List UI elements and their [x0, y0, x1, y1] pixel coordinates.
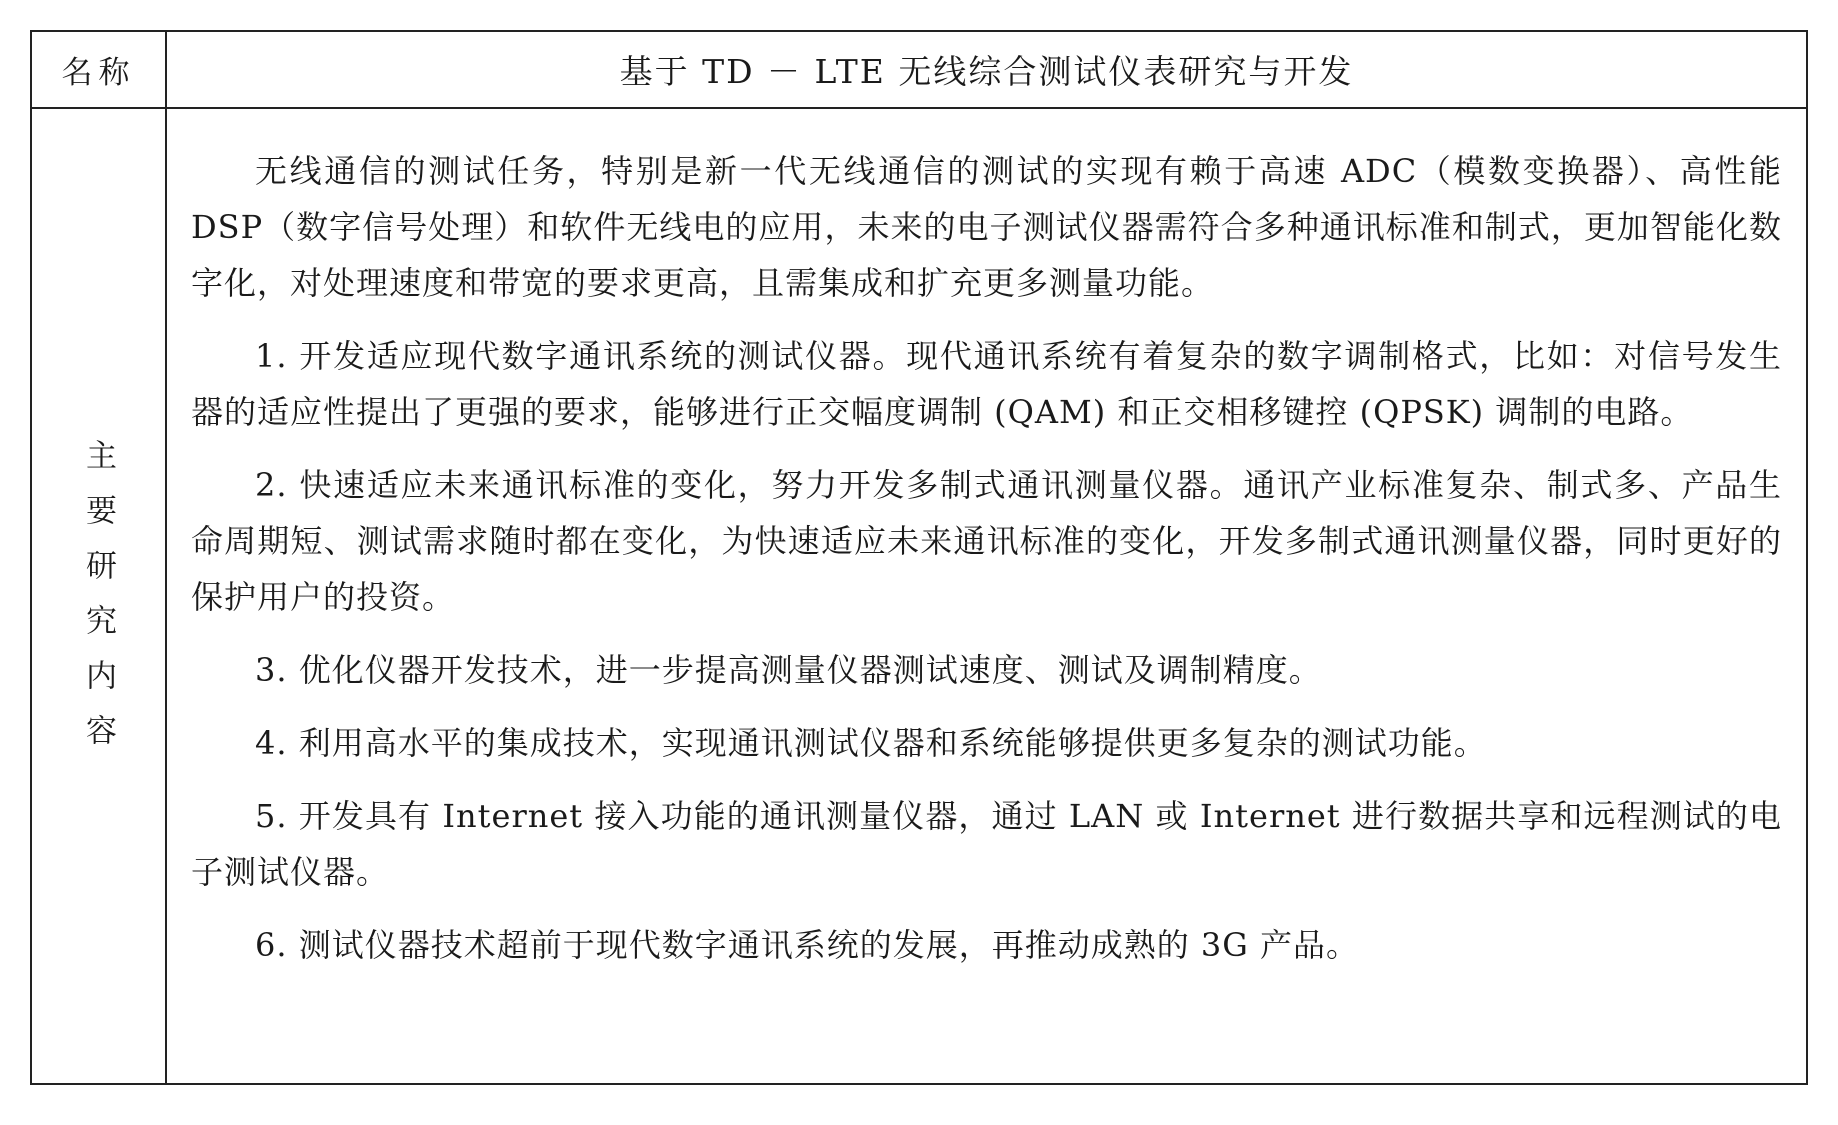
project-title: 基于 TD － LTE 无线综合测试仪表研究与开发 [619, 52, 1354, 91]
intro-paragraph: 无线通信的测试任务，特别是新一代无线通信的测试的实现有赖于高速 ADC（模数变换器）、高性能 DSP（数字信号处理）和软件无线电的应用，未来的电子测试仪器需符合多种通讯标准和制式，更加智能化数字化，对处理速度和带宽的要求更高，且需集成和扩充更多测量功能。 [191, 152, 1782, 302]
item-paragraph-3: 3. 优化仪器开发技术，进一步提高测量仪器测试速度、测试及调制精度。 [255, 651, 1322, 689]
content-label-cell [32, 109, 167, 1083]
name-label: 名称 [61, 55, 136, 91]
item-paragraph-6: 6. 测试仪器技术超前于现代数字通讯系统的发展，再推动成熟的 3G 产品。 [255, 926, 1359, 964]
content-label: 主要研究内容 [80, 439, 116, 769]
table-header-row [32, 32, 1806, 109]
research-table [30, 30, 1808, 1085]
content-cell [167, 109, 1806, 1083]
table-content-row [32, 109, 1806, 1083]
project-title-cell [167, 32, 1806, 107]
item-paragraph-2: 2. 快速适应未来通讯标准的变化，努力开发多制式通讯测量仪器。通讯产业标准复杂、制式多、产品生命周期短、测试需求随时都在变化，为快速适应未来通讯标准的变化，开发多制式通讯测量仪器，同时更好的保护用户的投资。 [191, 466, 1782, 616]
item-paragraph-1: 1. 开发适应现代数字通讯系统的测试仪器。现代通讯系统有着复杂的数字调制格式，比如：对信号发生器的适应性提出了更强的要求，能够进行正交幅度调制 (QAM) 和正交相移键控 (QPSK) 调制的电路。 [191, 337, 1782, 431]
content-body [167, 109, 1806, 973]
item-paragraph-5: 5. 开发具有 Internet 接入功能的通讯测量仪器，通过 LAN 或 Internet 进行数据共享和远程测试的电子测试仪器。 [191, 797, 1782, 891]
name-label-cell [32, 32, 167, 107]
item-paragraph-4: 4. 利用高水平的集成技术，实现通讯测试仪器和系统能够提供更多复杂的测试功能。 [255, 724, 1487, 762]
